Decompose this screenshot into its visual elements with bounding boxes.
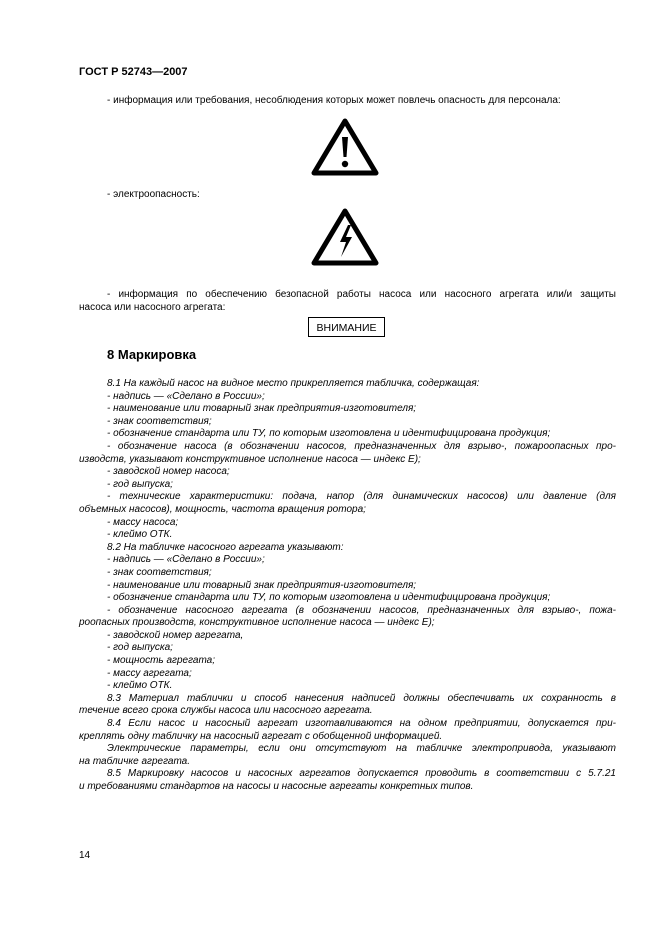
body-line: - технические характеристики: подача, напор (для динамических насосов) или давление (для bbox=[107, 491, 616, 503]
body-line: - массу агрегата; bbox=[107, 667, 192, 679]
body-line: роопасных производств, конструктивное исполнение насоса — индекс Е); bbox=[79, 617, 435, 629]
body-line: течение всего срока службы насоса или насосного агрегата. bbox=[79, 705, 373, 717]
body-line: Электрические параметры, если они отсутствуют на табличке электропривода, указывают bbox=[107, 743, 616, 755]
body-line: 8.5 Маркировку насосов и насосных агрегатов допускается проводить в соответствии с 5.7.21 bbox=[107, 768, 616, 780]
body-line: - наименование или товарный знак предприятия-изготовителя; bbox=[107, 403, 417, 415]
body-line: - заводской номер агрегата, bbox=[107, 629, 244, 641]
body-line: - знак соответствия; bbox=[107, 415, 212, 427]
body-line: 8.2 На табличке насосного агрегата указывают: bbox=[107, 541, 344, 553]
body-line: - мощность агрегата; bbox=[107, 655, 216, 667]
body-line: - клеймо ОТК. bbox=[107, 529, 173, 541]
attention-notice-box: ВНИМАНИЕ bbox=[308, 317, 385, 337]
body-line: изводств, указывают конструктивное исполнение насоса — индекс Е); bbox=[79, 453, 421, 465]
body-line: - обозначение стандарта или ТУ, по которым изготовлена и идентифицирована продукция; bbox=[107, 428, 551, 440]
body-line: 8.4 Если насос и насосный агрегат изготавливаются на одном предприятии, допускается при- bbox=[107, 718, 616, 730]
body-line: - надпись — «Сделано в России»; bbox=[107, 554, 265, 566]
body-line: 8.3 Материал таблички и способ нанесения надписей должны обеспечивать их сохранность в bbox=[107, 692, 616, 704]
body-line: - обозначение насосного агрегата (в обозначении насосов, предназначенных для взрыво-, пожа- bbox=[107, 604, 616, 616]
body-line: - обозначение стандарта или ТУ, по которым изготовлена и идентифицирована продукция; bbox=[107, 592, 551, 604]
body-line: - надпись — «Сделано в России»; bbox=[107, 390, 265, 402]
page-number: 14 bbox=[79, 850, 91, 861]
electrical-hazard-icon bbox=[310, 207, 380, 267]
hazard-info-text: - информация или требования, несоблюдения которых может повлечь опасность для персонала: bbox=[107, 95, 561, 106]
body-line: на табличке агрегата. bbox=[79, 755, 191, 767]
electrical-hazard-text: - электроопасность: bbox=[107, 189, 200, 200]
section-body bbox=[79, 378, 616, 794]
body-line: - заводской номер насоса; bbox=[107, 466, 230, 478]
body-line: - год выпуска; bbox=[107, 478, 173, 490]
document-header: ГОСТ Р 52743—2007 bbox=[79, 66, 188, 78]
warning-exclamation-icon bbox=[310, 117, 380, 177]
body-line: - знак соответствия; bbox=[107, 566, 212, 578]
body-line: объемных насосов), мощность, частота вращения ротора; bbox=[79, 503, 366, 515]
body-line: креплять одну табличку на насосный агрегат с обобщенной информацией. bbox=[79, 730, 443, 742]
section-title: 8 Маркировка bbox=[107, 347, 197, 362]
body-line: - клеймо ОТК. bbox=[107, 680, 173, 692]
safety-info-text: - информация по обеспечению безопасной работы насоса или насосного агрегата или/и защиты насоса или насосного агрегата: bbox=[79, 289, 616, 313]
body-line: и требованиями стандартов на насосы и насосные агрегаты конкретных типов. bbox=[79, 781, 474, 792]
body-line: - обозначение насоса (в обозначении насосов, предназначенных для взрыво-, пожароопасных про- bbox=[107, 440, 616, 452]
body-line: - массу насоса; bbox=[107, 516, 179, 528]
body-line: - год выпуска; bbox=[107, 642, 173, 654]
body-line: - наименование или товарный знак предприятия-изготовителя; bbox=[107, 579, 417, 591]
body-line: 8.1 На каждый насос на видное место прикрепляется табличка, содержащая: bbox=[107, 378, 480, 389]
